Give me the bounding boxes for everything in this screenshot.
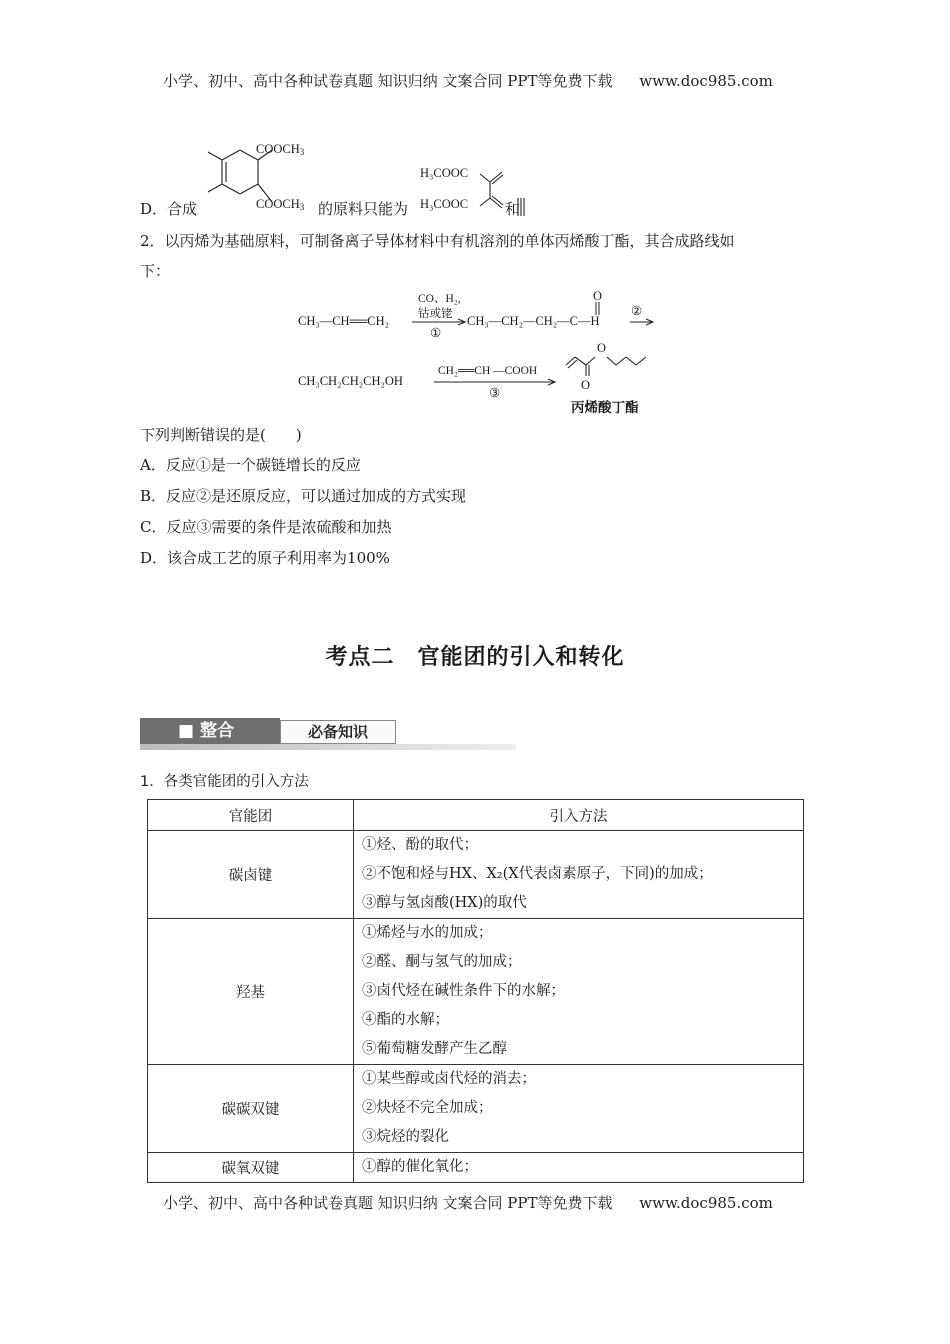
q2-line1: 2．以丙烯为基础原料，可制备离子导体材料中有机溶剂的单体丙烯酸丁酯，其合成路线如 [140, 232, 735, 250]
footer-text: 小学、初中、高中各种试卷真题 知识归纳 文案合同 PPT等免费下载 [163, 1194, 613, 1212]
table-row [148, 1065, 804, 1153]
methods-cell [354, 919, 804, 1065]
header-site: www.doc985.com [639, 72, 773, 90]
header-text: 小学、初中、高中各种试卷真题 知识归纳 文案合同 PPT等免费下载 [163, 72, 613, 90]
butanol-formula: CH₃CH₂CH₂CH₂OH [298, 374, 403, 388]
step2-label: ② [631, 304, 643, 318]
option-d-and: 和 [505, 200, 521, 218]
banner-underline [140, 744, 516, 750]
step1-label: ① [430, 326, 442, 340]
group-cell: 碳卤键 [148, 831, 354, 919]
methods-cell [354, 1065, 804, 1153]
h3cooc-bottom: H₃COOC [420, 197, 469, 211]
reagent1-mid: 钴或铑 [418, 308, 453, 320]
reagent1-top: CO、H₂, [418, 293, 461, 305]
option-c: C．反应③需要的条件是浓硫酸和加热 [140, 518, 392, 536]
group-cell: 羟基 [148, 919, 354, 1065]
reagent3: CH₂══CH —COOH [438, 365, 538, 377]
method-item: ②醛、酮与氢气的加成； [362, 954, 522, 970]
methods-cell [354, 831, 804, 919]
question-stem: 下列判断错误的是( ) [140, 426, 302, 444]
table-header-row [148, 800, 804, 831]
methods-cell [354, 1153, 804, 1183]
ester-oxygen: O [597, 341, 607, 355]
banner-tag: ■ 整合 [140, 718, 280, 744]
table-title: 1．各类官能团的引入方法 [140, 774, 309, 790]
option-a: A．反应①是一个碳链增长的反应 [140, 456, 361, 474]
method-item: ①醇的催化氧化； [362, 1159, 478, 1175]
product-name: 丙烯酸丁酯 [571, 400, 639, 416]
carbonyl-double-bond [594, 302, 602, 316]
cooch-top: $COOCH_3$ [256, 142, 305, 157]
option-d-middle: 的原料只能为 [318, 200, 409, 218]
option-d-prefix: D．合成 [140, 200, 198, 218]
header-group: 官能团 [148, 800, 354, 831]
section-title: 考点二 官能团的引入和转化 [325, 645, 625, 670]
aldehyde-oxygen: O [593, 289, 603, 303]
h3cooc-top: H₃COOC [420, 166, 469, 180]
method-item: ④酯的水解； [362, 1012, 449, 1028]
method-item: ①某些醇或卤代烃的消去； [362, 1071, 536, 1087]
page-footer [163, 1192, 773, 1213]
step3-label: ③ [489, 386, 501, 400]
arrow-step2 [630, 318, 654, 326]
cooch-bottom: $COOCH_3$ [256, 197, 305, 212]
table-row [148, 831, 804, 919]
method-item: ⑤葡萄糖发酵产生乙醇 [362, 1041, 507, 1057]
table-row [148, 1153, 804, 1183]
q2-line2: 下： [140, 262, 171, 280]
method-item: ③卤代烃在碱性条件下的水解； [362, 983, 565, 999]
propene-formula: CH₃—CH══CH₂ [298, 314, 390, 328]
method-item: ③烷烃的裂化 [362, 1129, 449, 1145]
method-item: ②不饱和烃与HX、X₂(X代表卤素原子，下同)的加成； [362, 866, 713, 882]
page-header [163, 70, 773, 91]
group-cell: 碳氧双键 [148, 1153, 354, 1183]
banner-label: 必备知识 [280, 720, 396, 744]
method-item: ①烃、酚的取代； [362, 837, 478, 853]
table-row [148, 919, 804, 1065]
carbonyl-oxygen: O [581, 378, 591, 392]
group-cell: 碳碳双键 [148, 1065, 354, 1153]
method-item: ②炔烃不完全加成； [362, 1100, 493, 1116]
aldehyde-formula: CH₃—CH₂—CH₂—C—H [467, 314, 600, 328]
butyl-acrylate-structure [562, 345, 662, 385]
method-item: ③醇与氢卤酸(HX)的取代 [362, 895, 527, 911]
option-b: B．反应②是还原反应，可以通过加成的方式实现 [140, 487, 467, 505]
functional-group-table [147, 799, 804, 1183]
footer-site: www.doc985.com [639, 1194, 773, 1212]
header-method: 引入方法 [354, 800, 804, 831]
method-item: ①烯烃与水的加成； [362, 925, 493, 941]
option-d: D．该合成工艺的原子利用率为100% [140, 549, 390, 567]
